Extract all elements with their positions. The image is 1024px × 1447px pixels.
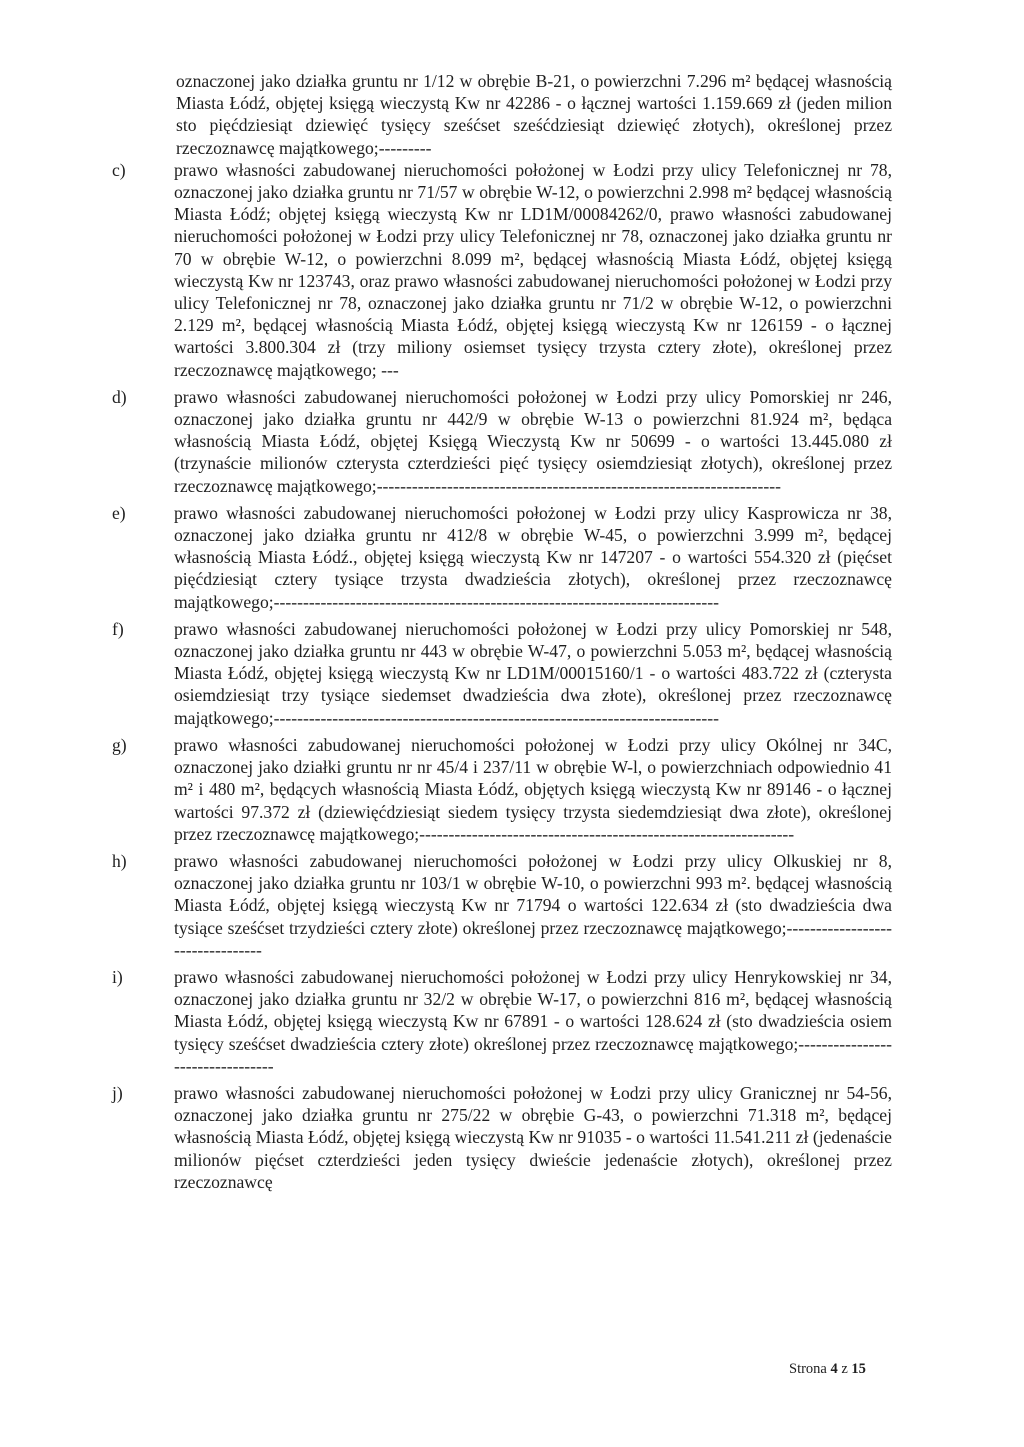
list-item-letter: d)	[112, 386, 127, 407]
intro-paragraph: oznaczonej jako działka gruntu nr 1/12 w obrębie B-21, o powierzchni 7.296 m² będącej własnością Miasta Łódź, objętej księgą wieczystą Kw nr 42286 - o łącznej wartości 1.159.669 zł (jeden milion sto pięćdziesiąt dziewięć tysięcy sześćset sześćdziesiąt dziewięć złotych), określonej przez rzeczoznawcę majątkowego;---------	[176, 71, 892, 158]
list-item-text: prawo własności zabudowanej nieruchomości położonej w Łodzi przy ulicy Pomorskiej nr 548, oznaczonej jako działka gruntu nr 443 w obrębie W-47, o powierzchni 5.053 m², będącej własnością Miasta Łódź, objętej księgą wieczystą Kw nr LD1M/00015160/1 - o wartości 483.722 zł (czterysta osiemdziesiąt trzy tysiące siedemset dwadzieścia dwa złote), określonej przez rzeczoznawcę majątkowego;----------------------------------------------------------------------------	[174, 618, 892, 728]
document-page	[112, 70, 892, 1198]
list-item-c	[112, 159, 892, 381]
list-item-letter: f)	[112, 618, 124, 639]
list-item-letter: e)	[112, 502, 126, 523]
total-page-count: 15	[851, 1361, 866, 1377]
list-item-h	[112, 850, 892, 961]
list-item-i	[112, 966, 892, 1077]
page-label: Strona	[789, 1361, 831, 1377]
list-item-text: prawo własności zabudowanej nieruchomości położonej w Łodzi przy ulicy Pomorskiej nr 246, oznaczonej jako działka gruntu nr 442/9 w obrębie W-13 o powierzchni 81.924 m², będąca własnością Miasta Łódź, objętej Księgą Wieczystą Kw nr 50699 - o wartości 13.445.080 zł (trzynaście milionów czterysta czterdzieści pięć tysięcy osiemdziesiąt złotych), określonej przez rzeczoznawcę majątkowego;---------------------------------------------------------------------	[174, 386, 892, 496]
list-item-letter: g)	[112, 734, 127, 755]
list-item-g	[112, 734, 892, 845]
list-item-letter: h)	[112, 850, 127, 871]
list-item-text: prawo własności zabudowanej nieruchomości położonej w Łodzi przy ulicy Okólnej nr 34C, oznaczonej jako działki gruntu nr nr 45/4 i 237/11 w obrębie W-l, o powierzchniach odpowiednio 41 m² i 480 m², będących własnością Miasta Łódź, objętych księgą wieczystą Kw nr 89146 - o łącznej wartości 97.372 zł (dziewięćdziesiąt siedem tysięcy trzysta siedemdziesiąt dwa złote), określonej przez rzeczoznawcę majątkowego;----------------------------------------------------------------	[174, 734, 892, 844]
list-item-text: prawo własności zabudowanej nieruchomości położonej w Łodzi przy ulicy Henrykowskiej nr 34, oznaczonej jako działka gruntu nr 32/2 w obrębie W-17, o powierzchni 816 m², będącej własnością Miasta Łódź, objętej księgą wieczystą Kw nr 67891 - o wartości 128.624 zł (sto dwadzieścia osiem tysięcy sześćset dwadzieścia cztery złote) określonej przez rzeczoznawcę majątkowego;---------------------------------	[174, 966, 892, 1076]
list-item-letter: j)	[112, 1082, 123, 1103]
list-item-text: prawo własności zabudowanej nieruchomości położonej w Łodzi przy ulicy Granicznej nr 54-56, oznaczonej jako działka gruntu nr 275/22 w obrębie G-43, o powierzchni 71.318 m², będącej własnością Miasta Łódź, objętej księgą wieczystą Kw nr 91035 - o wartości 11.541.211 zł (jedenaście milionów pięćset czterdzieści jeden tysięcy dwieście jedenaście złotych), określonej przez rzeczoznawcę	[174, 1082, 892, 1192]
list-item-j	[112, 1082, 892, 1193]
list-item-f	[112, 618, 892, 729]
page-separator: z	[837, 1361, 852, 1377]
page-number-footer	[789, 1361, 866, 1378]
list-item-letter: c)	[112, 159, 126, 180]
list-item-letter: i)	[112, 966, 123, 987]
list-item-text: prawo własności zabudowanej nieruchomości położonej w Łodzi przy ulicy Kasprowicza nr 38, oznaczonej jako działka gruntu nr 412/8 w obrębie W-45, o powierzchni 3.999 m², będącej własnością Miasta Łódź., objętej księgą wieczystą Kw nr 147207 - o wartości 554.320 zł (pięćset pięćdziesiąt cztery tysiące trzysta dwadzieścia złotych), określonej przez rzeczoznawcę majątkowego;----------------------------------------------------------------------------	[174, 502, 892, 612]
list-item-text: prawo własności zabudowanej nieruchomości położonej w Łodzi przy ulicy Telefonicznej nr 78, oznaczonej jako działka gruntu nr 71/57 w obrębie W-12, o powierzchni 2.998 m² będącej własnością Miasta Łódź; objętej księgą wieczystą Kw nr LD1M/00084262/0, prawo własności zabudowanej nieruchomości położonej w Łodzi przy ulicy Telefonicznej nr 78, oznaczonej jako działka gruntu nr 70 w obrębie W-12, o powierzchni 8.099 m², będącej własnością Miasta Łódź, objętej księgą wieczystą Kw nr 123743, oraz prawo własności zabudowanej nieruchomości położonej w Łodzi przy ulicy Telefonicznej nr 78, oznaczonej jako działka gruntu nr 71/2 w obrębie W-12, o powierzchni 2.129 m², będącej własnością Miasta Łódź, objętej księgą wieczystą Kw nr 126159 - o łącznej wartości 3.800.304 zł (trzy miliony osiemset tysięcy trzysta cztery złote), określonej przez rzeczoznawcę majątkowego; ---	[174, 159, 892, 380]
current-page-number: 4	[830, 1361, 838, 1377]
property-list	[112, 159, 892, 1193]
list-item-e	[112, 502, 892, 613]
list-item-d	[112, 386, 892, 497]
list-item-text: prawo własności zabudowanej nieruchomości położonej w Łodzi przy ulicy Olkuskiej nr 8, oznaczonej jako działka gruntu nr 103/1 w obrębie W-10, o powierzchni 993 m². będącej własnością Miasta Łódź, objętej księgą wieczystą Kw nr 71794 o wartości 122.634 zł (sto dwadzieścia dwa tysiące sześćset trzydzieści cztery złote) określonej przez rzeczoznawcę majątkowego;---------------------------------	[174, 850, 892, 960]
